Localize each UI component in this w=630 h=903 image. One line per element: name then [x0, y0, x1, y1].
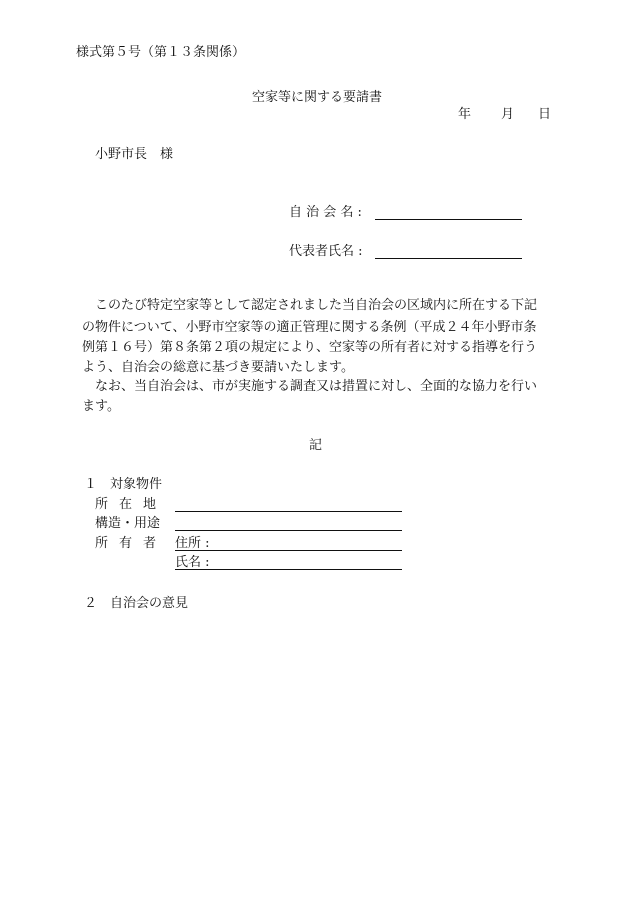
date-month: 月 [501, 107, 515, 122]
ki-heading: 記 [309, 438, 323, 453]
owner-address-label: 住所 : [175, 536, 210, 551]
document-title: 空家等に関する要請書 [252, 90, 383, 105]
body-line: 例第１６号）第８条第２項の規定により、空家等の所有者に対する指導を行う [82, 340, 538, 355]
section1-heading: １ 対象物件 [84, 477, 163, 492]
owner-name-field[interactable] [175, 569, 402, 570]
location-label: 所在地 [95, 497, 168, 512]
structure-field[interactable] [175, 530, 402, 531]
addressee: 小野市長 様 [95, 147, 174, 162]
body-line: このたび特定空家等として認定されました当自治会の区域内に所在する下記 [82, 298, 538, 313]
date-year: 年 [458, 107, 472, 122]
representative-name-field[interactable] [375, 258, 522, 259]
owner-name-label: 氏名 : [175, 555, 210, 570]
structure-label: 構造・用途 [95, 516, 161, 531]
body-line: よう、自治会の総意に基づき要請いたします。 [82, 360, 354, 375]
form-number: 様式第５号（第１３条関係） [76, 45, 246, 60]
owner-address-field[interactable] [175, 550, 402, 551]
owner-label: 所有者 [95, 536, 168, 551]
representative-name-label: 代表者氏名 : [289, 244, 363, 259]
body-line: なお、当自治会は、市が実施する調査又は措置に対し、全面的な協力を行い [82, 379, 538, 394]
body-line: ます。 [82, 399, 120, 414]
association-name-label: 自 治 会 名 : [289, 205, 362, 220]
association-name-field[interactable] [375, 219, 522, 220]
body-line: の物件について、小野市空家等の適正管理に関する条例（平成２４年小野市条 [82, 320, 537, 335]
section2-heading: ２ 自治会の意見 [84, 596, 189, 611]
location-field[interactable] [175, 511, 402, 512]
date-day: 日 [538, 107, 552, 122]
